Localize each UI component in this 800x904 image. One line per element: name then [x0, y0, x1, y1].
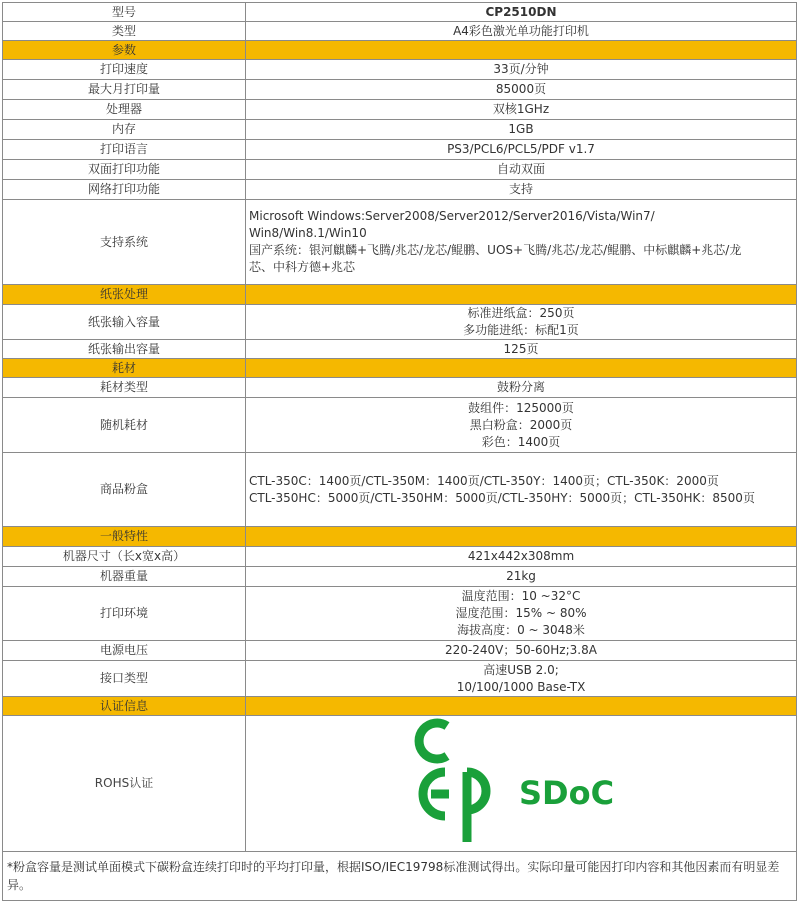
processor-label: 处理器	[3, 100, 246, 120]
processor-value: 双核1GHz	[246, 100, 797, 120]
logo-c-top	[419, 723, 447, 759]
os-label: 支持系统	[3, 200, 246, 285]
cartridges-line: CTL-350C：1400页/CTL-350M：1400页/CTL-350Y：1400页；CTL-350K：2000页	[249, 473, 719, 488]
row-size	[3, 547, 797, 567]
paper-input-value	[246, 305, 797, 340]
row-memory	[3, 120, 797, 140]
row-print-language	[3, 140, 797, 160]
section-params-fill	[246, 41, 797, 60]
row-weight	[3, 567, 797, 587]
bundled-supplies-line: 彩色：1400页	[481, 434, 561, 449]
paper-input-label: 纸张输入容量	[3, 305, 246, 340]
paper-input-line: 多功能进纸：标配1页	[463, 323, 579, 337]
memory-value: 1GB	[246, 120, 797, 140]
power-value: 220-240V；50-60Hz;3.8A	[246, 641, 797, 661]
spec-table	[2, 2, 797, 901]
os-line: 芯、中科方德+兆芯	[249, 260, 356, 274]
section-cert	[3, 697, 797, 716]
logo-p-bowl	[467, 772, 486, 842]
row-duplex	[3, 160, 797, 180]
supply-type-label: 耗材类型	[3, 378, 246, 398]
section-general-label: 一般特性	[3, 527, 246, 547]
paper-input-line: 标准进纸盒：250页	[467, 306, 575, 320]
row-print-speed	[3, 60, 797, 80]
row-bundled-supplies	[3, 398, 797, 453]
section-supplies	[3, 359, 797, 378]
bundled-supplies-label: 随机耗材	[3, 398, 246, 453]
os-line: Win8/Win8.1/Win10	[249, 226, 367, 240]
section-cert-fill	[246, 697, 797, 716]
ports-line: 10/100/1000 Base-TX	[456, 679, 586, 694]
section-params-label: 参数	[3, 41, 246, 60]
environment-line: 海拔高度：0 ~ 3048米	[457, 623, 585, 637]
row-paper-input	[3, 305, 797, 340]
ports-line: 高速USB 2.0;	[483, 662, 559, 677]
memory-label: 内存	[3, 120, 246, 140]
environment-label: 打印环境	[3, 587, 246, 641]
size-value: 421x442x308mm	[246, 547, 797, 567]
cartridges-line: CTL-350HC：5000页/CTL-350HM：5000页/CTL-350HY：5000页；CTL-350HK：8500页	[249, 490, 755, 505]
os-line: 国产系统：银河麒麟+飞腾/兆芯/龙芯/鲲鹏、UOS+飞腾/兆芯/龙芯/鲲鹏、中标麒麟+兆芯/龙	[249, 243, 742, 257]
row-network	[3, 180, 797, 200]
bundled-supplies-line: 鼓组件：125000页	[468, 400, 574, 415]
section-paper	[3, 285, 797, 305]
row-paper-output	[3, 340, 797, 359]
environment-value	[246, 587, 797, 641]
print-speed-label: 打印速度	[3, 60, 246, 80]
row-rohs	[3, 716, 797, 852]
environment-line: 湿度范围：15% ~ 80%	[455, 606, 587, 620]
size-label: 机器尺寸（长x宽x高）	[3, 547, 246, 567]
section-supplies-label: 耗材	[3, 359, 246, 378]
print-speed-value: 33页/分钟	[246, 60, 797, 80]
row-environment	[3, 587, 797, 641]
model-value: CP2510DN	[246, 3, 797, 22]
ports-label: 接口类型	[3, 661, 246, 697]
network-label: 网络打印功能	[3, 180, 246, 200]
monthly-volume-value: 85000页	[246, 80, 797, 100]
model-label: 型号	[3, 3, 246, 22]
sdoc-logo	[401, 716, 641, 846]
weight-value: 21kg	[246, 567, 797, 587]
section-paper-fill	[246, 285, 797, 305]
bundled-supplies-line: 黑白粉盒：2000页	[469, 417, 573, 432]
row-model	[3, 3, 797, 22]
row-type	[3, 22, 797, 41]
cartridges-value	[246, 453, 797, 527]
cartridges-label: 商品粉盒	[3, 453, 246, 527]
section-params	[3, 41, 797, 60]
type-label: 类型	[3, 22, 246, 41]
rohs-label: ROHS认证	[3, 716, 246, 852]
section-cert-label: 认证信息	[3, 697, 246, 716]
print-language-label: 打印语言	[3, 140, 246, 160]
footnote: *粉盒容量是测试单面模式下碳粉盒连续打印时的平均打印量，根据ISO/IEC19798标准测试得出。实际印量可能因打印内容和其他因素而有明显差异。	[3, 852, 797, 901]
rohs-logo-cell	[246, 716, 797, 852]
section-general-fill	[246, 527, 797, 547]
row-cartridges	[3, 453, 797, 527]
supply-type-value: 鼓粉分离	[246, 378, 797, 398]
network-value: 支持	[246, 180, 797, 200]
section-general	[3, 527, 797, 547]
power-label: 电源电压	[3, 641, 246, 661]
environment-line: 温度范围：10 ~32°C	[461, 589, 581, 603]
type-value: A4彩色激光单功能打印机	[246, 22, 797, 41]
os-value	[246, 200, 797, 285]
row-ports	[3, 661, 797, 697]
section-paper-label: 纸张处理	[3, 285, 246, 305]
row-power	[3, 641, 797, 661]
section-supplies-fill	[246, 359, 797, 378]
duplex-value: 自动双面	[246, 160, 797, 180]
row-processor	[3, 100, 797, 120]
row-supply-type	[3, 378, 797, 398]
monthly-volume-label: 最大月打印量	[3, 80, 246, 100]
bundled-supplies-value	[246, 398, 797, 453]
paper-output-value: 125页	[246, 340, 797, 359]
spec-sheet	[2, 2, 797, 901]
os-line: Microsoft Windows:Server2008/Server2012/Server2016/Vista/Win7/	[249, 209, 655, 223]
row-monthly-volume	[3, 80, 797, 100]
duplex-label: 双面打印功能	[3, 160, 246, 180]
row-os	[3, 200, 797, 285]
sdoc-text: SDoC	[519, 774, 615, 812]
ports-value	[246, 661, 797, 697]
weight-label: 机器重量	[3, 567, 246, 587]
row-footnote	[3, 852, 797, 901]
print-language-value: PS3/PCL6/PCL5/PDF v1.7	[246, 140, 797, 160]
paper-output-label: 纸张输出容量	[3, 340, 246, 359]
